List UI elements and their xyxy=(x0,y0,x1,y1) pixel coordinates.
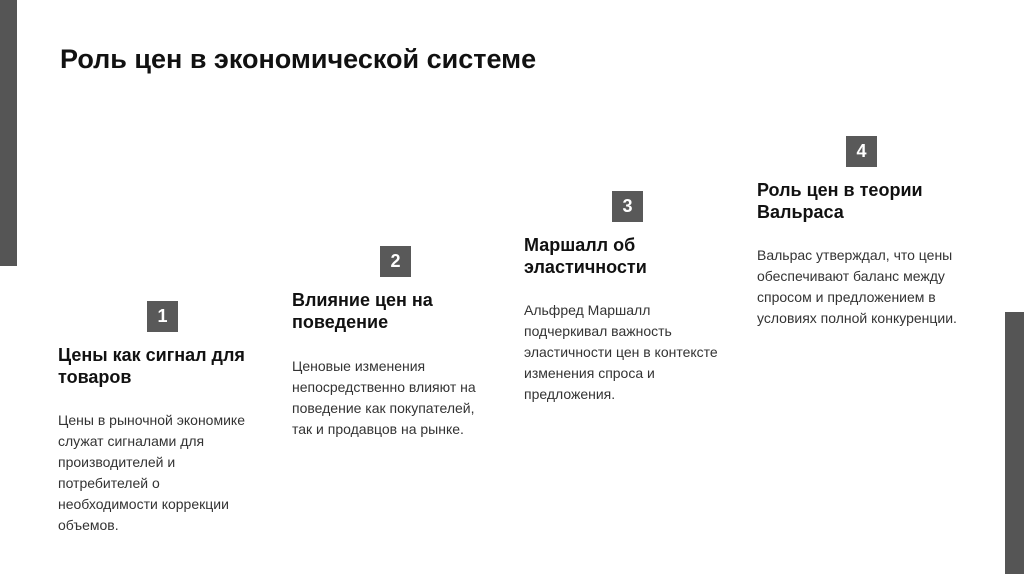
step-heading: Цены как сигнал для товаров xyxy=(58,345,245,387)
slide-title: Роль цен в экономической системе xyxy=(60,44,537,74)
step-heading: Маршалл об эластичности xyxy=(524,235,647,277)
step-heading: Роль цен в теории Вальраса xyxy=(757,180,923,222)
step-heading: Влияние цен на поведение xyxy=(292,290,433,332)
step-description: Цены в рыночной экономике служат сигналами для производителей и потребителей о необходимости коррекции объемов. xyxy=(58,412,245,533)
step-description: Ценовые изменения непосредственно влияют на поведение как покупателей, так и продавцов на рынке. xyxy=(292,358,476,437)
left-accent-bar xyxy=(0,0,17,266)
step-description: Вальрас утверждал, что цены обеспечивают баланс между спросом и предложением в условиях полной конкуренции. xyxy=(757,247,957,326)
step-number-badge: 3 xyxy=(612,191,643,222)
step-number-badge: 1 xyxy=(147,301,178,332)
step-number-badge: 4 xyxy=(846,136,877,167)
step-number-badge: 2 xyxy=(380,246,411,277)
step-description: Альфред Маршалл подчеркивал важность эластичности цен в контексте изменения спроса и предложения. xyxy=(524,302,718,402)
right-accent-bar xyxy=(1005,312,1024,574)
